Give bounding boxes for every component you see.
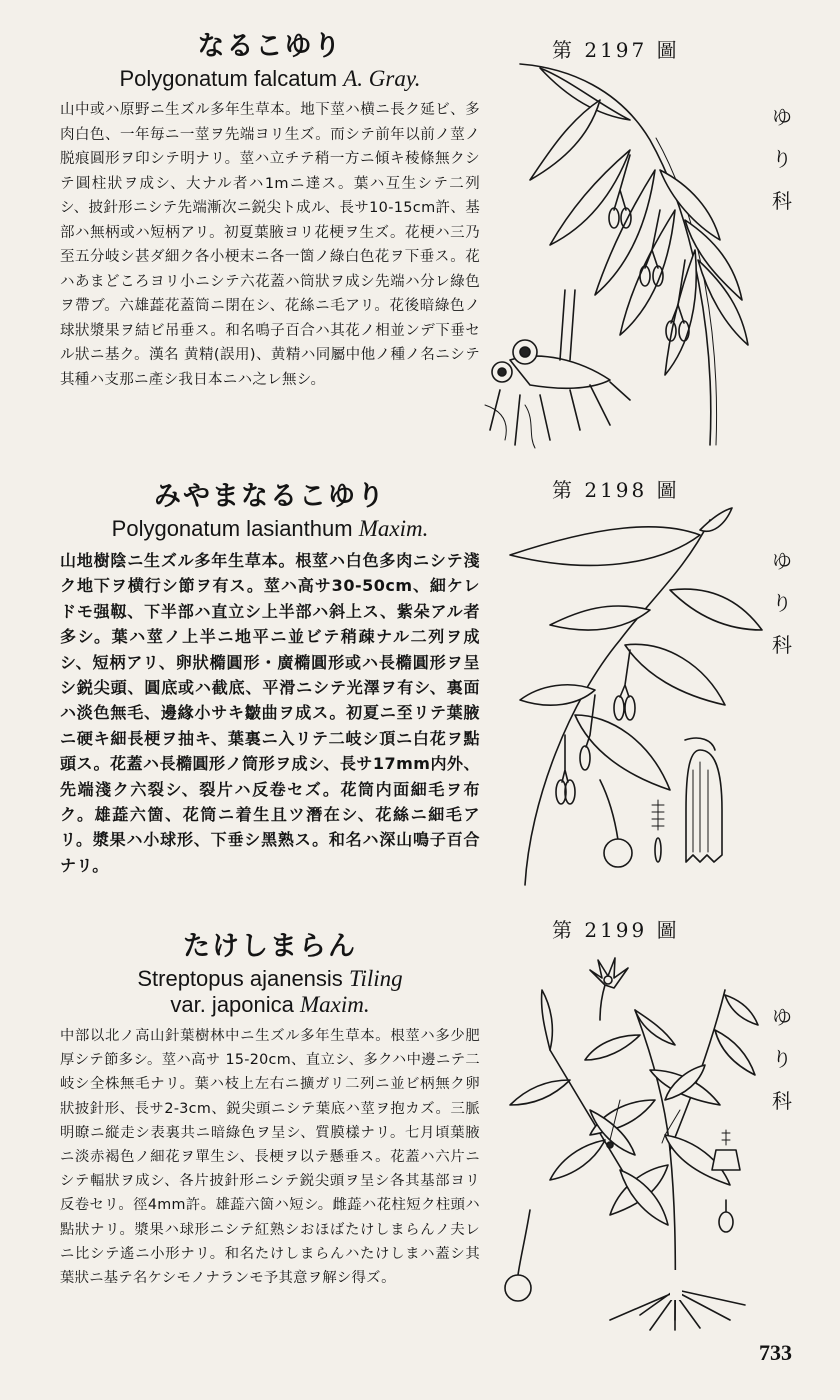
plant-illustration-streptopus-ajanensis xyxy=(490,950,760,1330)
entry-description: 山中或ハ原野ニ生ズル多年生草本。地下莖ハ横ニ長ク延ビ、多肉白色、一年毎ニ一莖ヲ先端ヨリ生ズ。而シテ前年以前ノ莖ノ脱痕圓形ヲ印シテ明ナリ。莖ハ立チテ稍一方ニ傾キ稜條無クシテ圓柱狀ヲ成シ、大ナル者ハ1mニ達ス。葉ハ互生シテ二列シ、披針形ニシテ先端漸次ニ鋭尖ト成ル、長サ10-15cm許、基部ハ無柄或ハ短柄アリ。初夏葉腋ヨリ花梗ヲ生ズ。花梗ハ三乃至五分岐シ甚ダ細ク各小梗末ニ各一箇ノ綠白色花ヲ下垂ス。花ハあまどころヨリ小ニシテ六花蓋ハ筒狀ヲ成シ先端ハ分レ綠色ヲ帶ブ。六雄蕋花蓋筒ニ閉在シ、花絲ニ毛アリ。花後暗綠色ノ球狀漿果ヲ結ビ吊垂ス。和名鳴子百合ハ其花ノ相並ンデ下垂セル狀ニ基ク。漢名 黄精(誤用)、黄精ハ同屬中他ノ種ノ名ニシテ其種ハ支那ニ產シ我日本ニハ之レ無シ。 xyxy=(60,102,480,388)
flower-detail-icon xyxy=(685,738,722,862)
entry-description: 中部以北ノ高山針葉樹林中ニ生ズル多年生草本。根莖ハ多少肥厚シテ節多シ。莖ハ高サ 15-20cm、直立シ、多クハ中邊ニテ二岐シ全株無毛ナリ。葉ハ枝上左右ニ擴ガリ二列ニ並ビ柄無ク卵狀披針形、長サ2-3cm、鋭尖頭ニシテ葉底ハ莖ヲ抱カズ。三脈明瞭ニ縦走シ表裏共ニ暗綠色ヲ呈シ、質膜樣ナリ。七月頃葉腋ニ淡赤褐色ノ細花ヲ單生シ、長梗ヲ以テ懸垂ス。花蓋ハ六片ニシテ輻狀ヲ成シ、各片披針形ニシテ鋭尖頭ヲ呈シ各其基部ヨリ反卷セリ。徑4mm許。雄蕋六箇ハ短シ。雌蕋ハ花柱短ク柱頭ハ點狀ナリ。漿果ハ球形ニシテ紅熟シおほばたけしまらんノ夫レニ比シテ遙ニ小形ナリ。和名たけしまらんハたけしまハ蓋シ其葉狀ニ基テ名ケシモノナランモ予其意ヲ解シ得ズ。 xyxy=(60,1028,480,1287)
family-char: 科 xyxy=(772,1089,792,1113)
entry-naruko-yuri xyxy=(60,30,480,392)
family-char: ゆ xyxy=(772,1005,792,1029)
entry-description: 山地樹陰ニ生ズル多年生草本。根莖ハ白色多肉ニシテ淺ク地下ヲ横行シ節ヲ有ス。莖ハ高サ30-50cm、細ケレドモ强靱、下半部ハ直立シ上半部ハ斜上ス、紫朵アル者多シ。葉ハ莖ノ上半ニ地平ニ並ビテ稍疎ナル二列ヲ成シ、短柄アリ、卵狀橢圓形・廣橢圓形或ハ長橢圓形ヲ呈シ鋭尖頭、圓底或ハ截底、平滑ニシテ光澤ヲ有シ、裏面ハ淡色無毛、邊緣小サキ皺曲ヲ成ス。初夏ニ至リテ葉腋ニ硬キ細長梗ヲ抽キ、葉裏ニ入リテ二岐シ頂ニ白花ヲ點頭ス。花蓋ハ長橢圓形ノ筒形ヲ成シ、長サ17mm内外、先端淺ク六裂シ、裂片ハ反卷セズ。花筒内面細毛ヲ布ク。雄蕋六箇、花筒ニ着生且ツ潛在シ、花絲ニ細毛アリ。漿果ハ小球形、下垂シ黑熟ス。和名ハ深山鳴子百合ナリ。 xyxy=(60,551,480,875)
figure-label: 第 2198 圖 xyxy=(552,478,680,502)
plant-illustration-polygonatum-lasianthum xyxy=(500,500,770,890)
figure-label: 第 2199 圖 xyxy=(552,918,680,942)
family-char: り xyxy=(772,1047,792,1071)
rhizome-icon xyxy=(485,290,630,448)
latin-author: A. Gray. xyxy=(343,66,421,91)
berry-icon xyxy=(600,780,632,867)
latin-variety: var. japonica xyxy=(170,992,294,1017)
family-char: り xyxy=(772,591,792,615)
berry-icon xyxy=(505,1210,531,1301)
latin-variety-author: Maxim. xyxy=(300,992,370,1017)
latin-name: Polygonatum falcatum xyxy=(119,66,338,91)
family-char: 科 xyxy=(772,189,792,213)
family-char: 科 xyxy=(772,633,792,657)
family-char: り xyxy=(772,147,792,171)
page-number: 733 xyxy=(759,1340,792,1365)
leaf-icon xyxy=(510,990,758,1225)
entry-title-japanese: たけしまらん xyxy=(183,931,357,962)
family-label xyxy=(768,540,796,666)
entry-title-japanese: なるこゆり xyxy=(197,31,343,62)
family-char: ゆ xyxy=(772,549,792,573)
entry-takeshima-ran xyxy=(60,930,480,1290)
leaf-icon xyxy=(510,508,762,790)
plant-illustration-polygonatum-falcatum xyxy=(480,60,760,450)
entry-title-latin xyxy=(60,966,480,992)
latin-name: Streptopus ajanensis xyxy=(137,966,343,991)
entry-miyama-naruko-yuri xyxy=(60,480,480,878)
latin-author: Tiling xyxy=(348,966,403,991)
entry-title-latin xyxy=(60,516,480,542)
figure-label: 第 2197 圖 xyxy=(552,38,680,62)
family-label xyxy=(768,996,796,1122)
latin-author: Maxim. xyxy=(358,516,429,541)
stem-icon xyxy=(635,1010,675,1320)
family-char: ゆ xyxy=(772,105,792,129)
entry-title-japanese: みやまなるこゆり xyxy=(154,481,386,512)
entry-title-latin-variety xyxy=(60,992,480,1018)
roots-icon xyxy=(610,1270,745,1330)
family-label xyxy=(768,96,796,222)
stamen-detail-icon xyxy=(652,800,664,862)
entry-title-latin xyxy=(60,66,480,92)
latin-name: Polygonatum lasianthum xyxy=(111,516,353,541)
